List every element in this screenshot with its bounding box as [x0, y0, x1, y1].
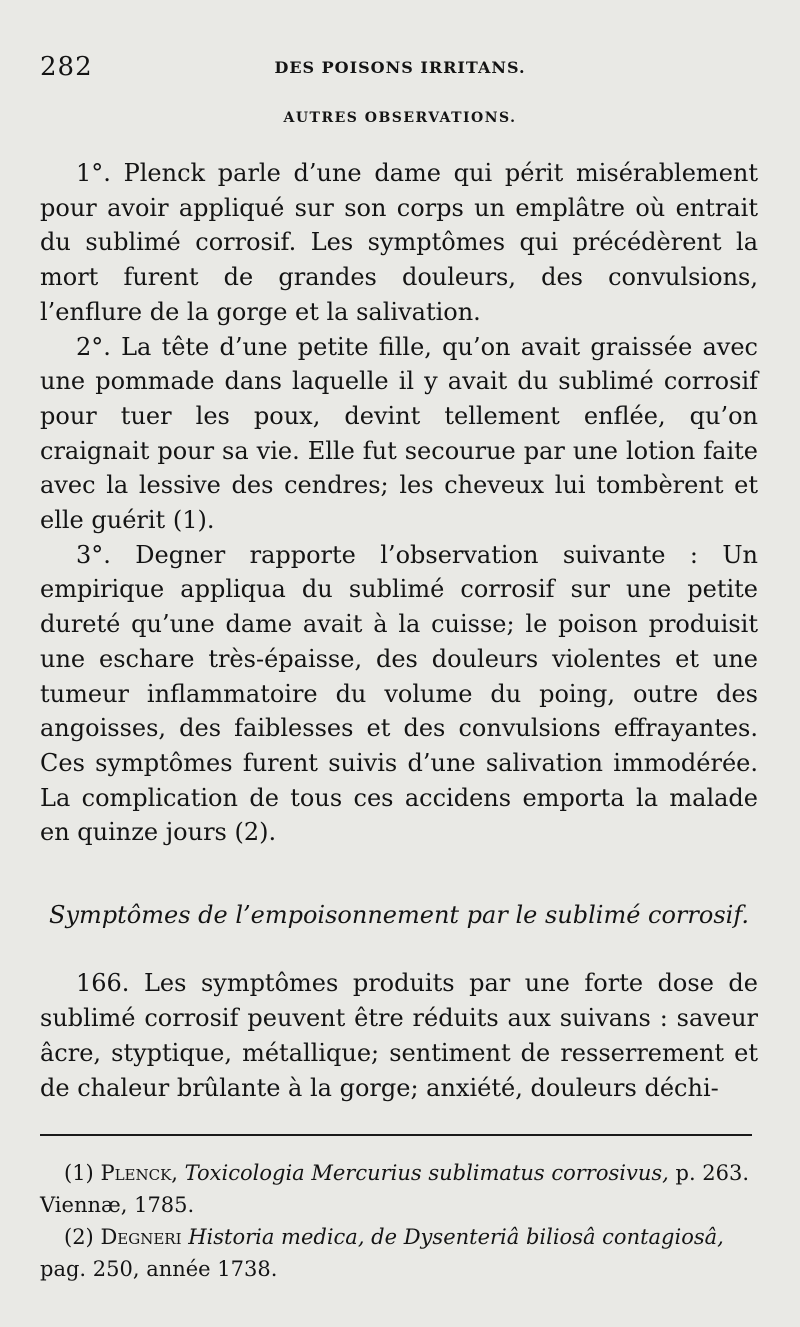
footnotes [40, 1157, 758, 1285]
footnote-title: Toxicologia Mercurius sublimatus corrosivus, [184, 1161, 669, 1185]
section-subheading: AUTRES OBSERVATIONS. [283, 110, 517, 126]
running-title: DES POISONS IRRITANS. [274, 58, 526, 77]
footnote-1 [40, 1157, 758, 1221]
footnote-marker: (2) [64, 1225, 94, 1249]
paragraph-observation-1: 1°. Plenck parle d’une dame qui périt misérablement pour avoir appliqué sur son corps un emplâtre où entrait du sublimé corrosif. Les symptômes qui précédèrent la mort furent de grandes douleurs, des convulsions, l’enflure de la gorge et la salivation. [40, 159, 758, 326]
footnote-reference: p. 263. Viennæ, 1785. [40, 1161, 750, 1217]
footnote-author: Plenck, [100, 1161, 178, 1185]
symptoms-text [40, 966, 758, 1106]
footnote-author: Degneri [100, 1225, 182, 1249]
paragraph-166: 166. Les symptômes produits par une forte dose de sublimé corrosif peuvent être réduits aux suivans : saveur âcre, styptique, métallique; sentiment de resserrement et de chaleur brûlante à la gorge; anxiété, douleurs déchi- [40, 969, 758, 1102]
page-number: 282 [40, 52, 93, 82]
footnote-divider [40, 1134, 752, 1136]
page-header [40, 52, 760, 82]
footnote-2 [40, 1221, 758, 1285]
paragraph-observation-3: 3°. Degner rapporte l’observation suivante : Un empirique appliqua du sublimé corrosif sur une petite dureté qu’une dame avait à la cuisse; le poison produisit une eschare très-épaisse, des douleurs violentes et une tumeur inflammatoire du volume du poing, outre des angoisses, des faiblesses et des convulsions effrayantes. Ces symptômes furent suivis d’une salivation immodérée. La complication de tous ces accidens emporta la malade en quinze jours (2). [40, 540, 758, 847]
section-heading: Symptômes de l’empoisonnement par le sublimé corrosif. [49, 901, 749, 929]
footnote-reference: pag. 250, année 1738. [40, 1257, 278, 1281]
footnote-marker: (1) [64, 1161, 94, 1185]
footnote-title: Historia medica, de Dysenteriâ biliosâ contagiosâ, [188, 1225, 724, 1249]
observations-text [40, 156, 758, 850]
paragraph-observation-2: 2°. La tête d’une petite fille, qu’on avait graissée avec une pommade dans laquelle il y avait du sublimé corrosif pour tuer les poux, devint tellement enflée, qu’on craignait pour sa vie. Elle fut secourue par une lotion faite avec la lessive des cendres; les cheveux lui tombèrent et elle guérit (1). [40, 332, 758, 535]
